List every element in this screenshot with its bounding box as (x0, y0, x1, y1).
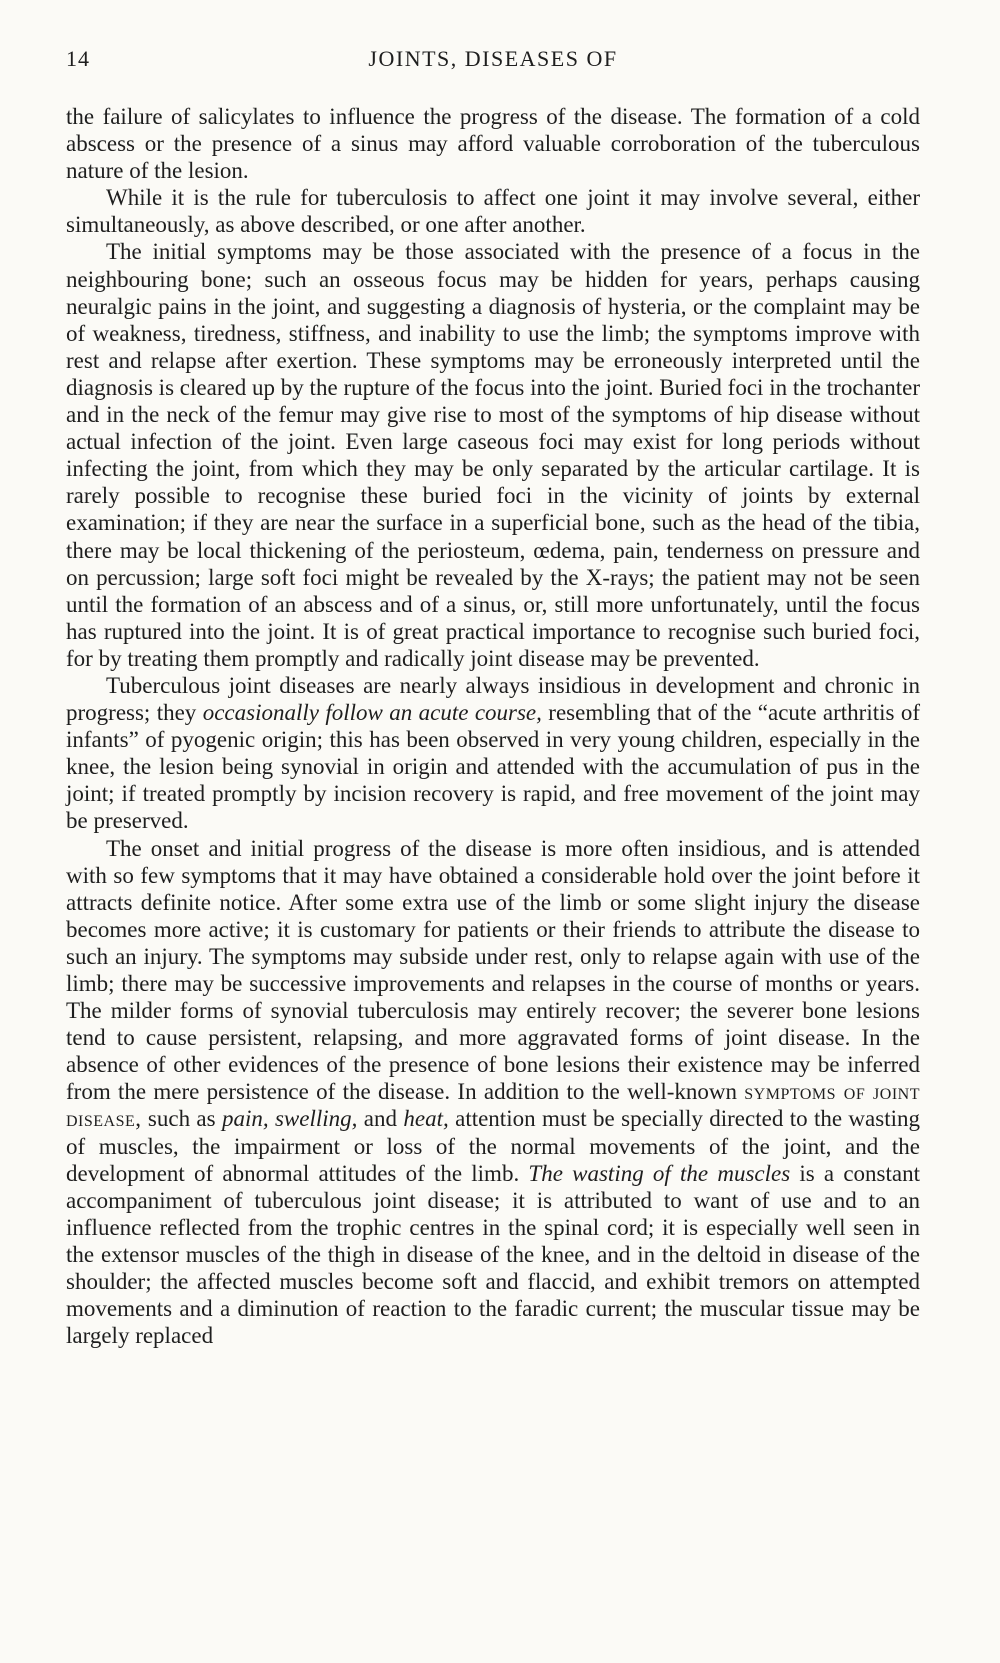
small-caps-heading: symptoms of joint disease, (66, 1079, 920, 1132)
paragraph-text: The onset and initial progress of the disease is more often insidious, and is attended with so few symptoms that it may have obtained a considerable hold over the joint before it attracts definite notice. After some extra use of the limb or some slight injury the disease becomes more active; it is customary for patients or their friends to attribute the disease to such an injury. The symptoms may subside under rest, only to relapse again with use of the limb; there may be successive improvements and relapses in the course of months or years. The milder forms of synovial tuberculosis may entirely recover; the severer bone lesions tend to cause persistent, relapsing, and more aggravated forms of joint disease. In the absence of other evidences of the presence of bone lesions their existence may be inferred from the mere persistence of the disease. In addition to the well-known (66, 835, 920, 1105)
paragraph-text: resembling that of the “acute arthritis of infants” of pyogenic origin; this has been observed in very young children, especially in the knee, the lesion being synovial in origin and attended with the accumulation of pus in the joint; if treated promptly by incision recovery is rapid, and free movement of the joint may be preserved. (66, 700, 920, 834)
italic-phrase: occasionally follow an acute course, (202, 700, 542, 726)
paragraph-text: Tuberculous joint diseases are nearly always insidious in development and chronic in progress; they (66, 672, 920, 726)
paragraph-text: attention must be specially directed to the wasting of muscles, the impairment or loss of the normal movements of the joint, and the development of abnormal attitudes of the limb. (66, 1106, 920, 1186)
paragraph-initial-symptoms: The initial symptoms may be those associated with the presence of a focus in the neighbouring bone; such an osseous focus may be hidden for years, perhaps causing neuralgic pains in the joint, and suggesting a diagnosis of hysteria, or the complaint may be of weakness, tiredness, stiffness, and inability to use the limb; the symptoms improve with rest and relapse after exertion. These symptoms may be erroneously interpreted until the diagnosis is cleared up by the rupture of the focus into the joint. Buried foci in the trochanter and in the neck of the femur may give rise to most of the symptoms of hip disease without actual infection of the joint. Even large caseous foci may exist for long periods without infecting the joint, from which they may be only separated by the articular cartilage. It is rarely possible to recognise these buried foci in the vicinity of joints by external examination; if they are near the surface in a superficial bone, such as the head of the tibia, there may be local thickening of the periosteum, œdema, pain, tenderness on pressure and on percussion; large soft foci might be revealed by the X-rays; the patient may not be seen until the formation of an abscess and of a sinus, or, still more unfortunately, until the focus has ruptured into the joint. It is of great practical importance to recognise such buried foci, for by treating them promptly and radically joint disease may be prevented. (66, 239, 920, 671)
paragraph-onset-and-progress (66, 835, 920, 1350)
italic-phrase: The wasting of the muscles (528, 1160, 791, 1186)
running-title: JOINTS, DISEASES OF (368, 46, 618, 71)
paragraph-text: is a constant accompaniment of tuberculous joint disease; it is attributed to want of use and to an influence reflected from the trophic centres in the spinal cord; it is especially well seen in the extensor muscles of the thigh in disease of the knee, and in the deltoid in disease of the shoulder; the affected muscles become soft and flaccid, and exhibit tremors on attempted movements and a diminution of reaction to the faradic current; the muscular tissue may be largely replaced (66, 1160, 920, 1349)
italic-phrase: heat, (403, 1106, 449, 1132)
page-number: 14 (66, 46, 90, 71)
paragraph-acute-course (66, 672, 920, 835)
italic-phrase: pain, swelling, (221, 1106, 358, 1132)
paragraph-text: and (357, 1106, 404, 1132)
running-head (66, 46, 920, 80)
paragraph-continuation: the failure of salicylates to influence the progress of the disease. The formation of a cold abscess or the presence of a sinus may afford valuable corroboration of the tuberculous nature of the lesion. (66, 104, 920, 184)
body-text (66, 103, 920, 1349)
paragraph-text: such as (141, 1106, 222, 1132)
paragraph-multiple-joints: While it is the rule for tuberculosis to affect one joint it may involve several, either simultaneously, as above described, or one after another. (66, 185, 920, 238)
